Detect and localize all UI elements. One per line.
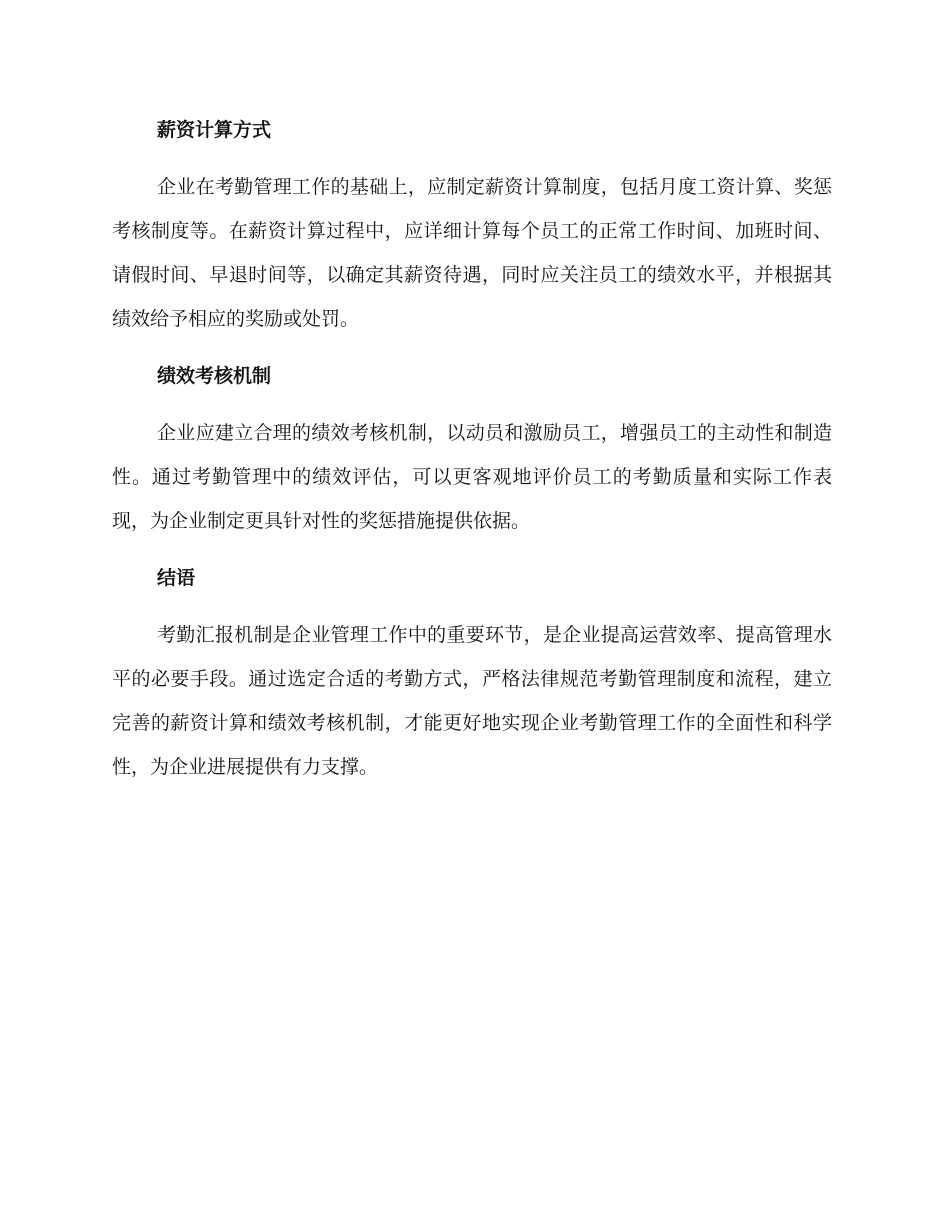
section-conclusion [112, 560, 832, 789]
section-heading: 薪资计算方式 [157, 119, 272, 141]
section-paragraph: 企业在考勤管理工作的基础上，应制定薪资计算制度，包括月度工资计算、奖惩考核制度等。在薪资计算过程中，应详细计算每个员工的正常工作时间、加班时间、请假时间、早退时间等，以确定其薪资待遇，同时应关注员工的绩效水平，并根据其绩效给予相应的奖励或处罚。 [112, 176, 832, 330]
section-salary-calculation [112, 112, 832, 341]
section-paragraph: 考勤汇报机制是企业管理工作中的重要环节，是企业提高运营效率、提高管理水平的必要手段。通过选定合适的考勤方式，严格法律规范考勤管理制度和流程，建立完善的薪资计算和绩效考核机制，才能更好地实现企业考勤管理工作的全面性和科学性，为企业进展提供有力支撑。 [112, 624, 832, 778]
section-heading: 结语 [157, 567, 196, 589]
document-content [112, 112, 832, 789]
section-performance-review [112, 358, 832, 543]
section-paragraph: 企业应建立合理的绩效考核机制，以动员和激励员工，增强员工的主动性和制造性。通过考勤管理中的绩效评估，可以更客观地评价员工的考勤质量和实际工作表现，为企业制定更具针对性的奖惩措施提供依据。 [112, 422, 832, 532]
section-heading: 绩效考核机制 [157, 365, 272, 387]
